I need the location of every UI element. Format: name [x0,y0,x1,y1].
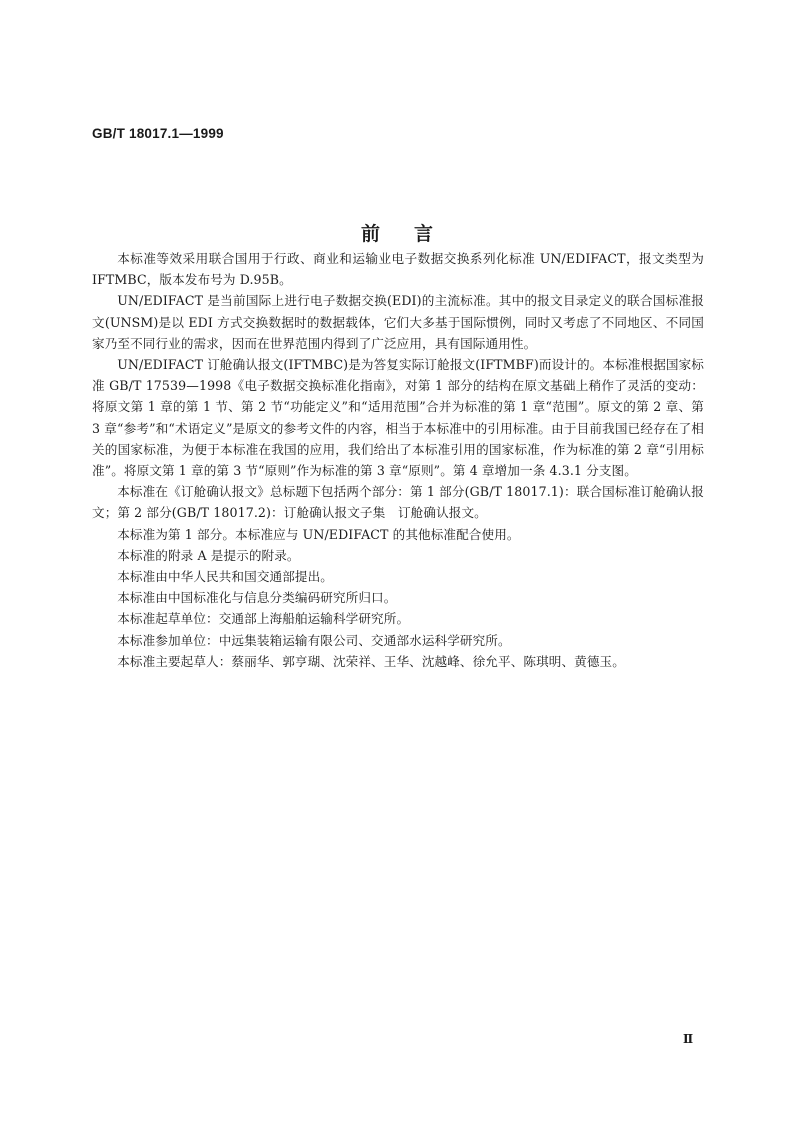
foreword-body [92,248,704,672]
standard-code: GB/T 18017.1—1999 [92,126,224,141]
paragraph-drafting-unit: 本标准起草单位：交通部上海船舶运输科学研究所。 [117,611,410,627]
paragraph-structure-changes: UN/EDIFACT 订舱确认报文(IFTMBC)是为答复实际订舱报文(IFTMBF)而设计的。本标准根据国家标准 GB/T 17539—1998《电子数据交换标准化指南》，对第 1 部分的结构在原文基础上稍作了灵活的变动：将原文第 1 章的第 1 节、第 2 节“功能定义”和“适用范围”合并为标准的第 1 章“范围”。原文的第 2 章、第 3 章“参考”和“术语定义”是原文的参考文件的内容，相当于本标准中的引用标准。由于目前我国已经存在了相关的国家标准，为便于本标准在我国的应用，我们给出了本标准引用的国家标准，作为标准的第 2 章“引用标准”。将原文第 1 章的第 3 节“原则”作为标准的第 3 章“原则”。第 4 章增加一条 4.3.1 分支图。 [92,357,704,479]
paragraph-administrator: 本标准由中国标准化与信息分类编码研究所归口。 [117,590,397,606]
paragraph-parts: 本标准在《订舱确认报文》总标题下包括两个部分：第 1 部分(GB/T 18017.1)：联合国标准订舱确认报文；第 2 部分(GB/T 18017.2)：订舱确认报文子集 订舱确认报文。 [92,484,704,521]
paragraph-part-one: 本标准为第 1 部分。本标准应与 UN/EDIFACT 的其他标准配合使用。 [117,526,520,542]
paragraph-edifact-overview: UN/EDIFACT 是当前国际上进行电子数据交换(EDI)的主流标准。其中的报文目录定义的联合国标准报文(UNSM)是以 EDI 方式交换数据时的数据载体，它们大多基于国际惯例，同时又考虑了不同地区、不同国家乃至不同行业的需求，因而在世界范围内得到了广泛应用，具有国际通用性。 [92,293,704,351]
page-title: 前言 [360,222,467,245]
page-number: Ⅱ [683,1032,694,1046]
paragraph-participating-units: 本标准参加单位：中远集装箱运输有限公司、交通部水运科学研究所。 [117,632,511,648]
paragraph-drafters: 本标准主要起草人：蔡丽华、郭亨瑚、沈荣祥、王华、沈越峰、徐允平、陈琪明、黄德玉。 [117,653,625,669]
paragraph-proposer: 本标准由中华人民共和国交通部提出。 [117,569,333,585]
paragraph-adoption: 本标准等效采用联合国用于行政、商业和运输业电子数据交换系列化标准 UN/EDIFACT，报文类型为 IFTMBC，版本发布号为 D.95B。 [92,251,704,288]
paragraph-appendix: 本标准的附录 A 是提示的附录。 [117,547,300,563]
